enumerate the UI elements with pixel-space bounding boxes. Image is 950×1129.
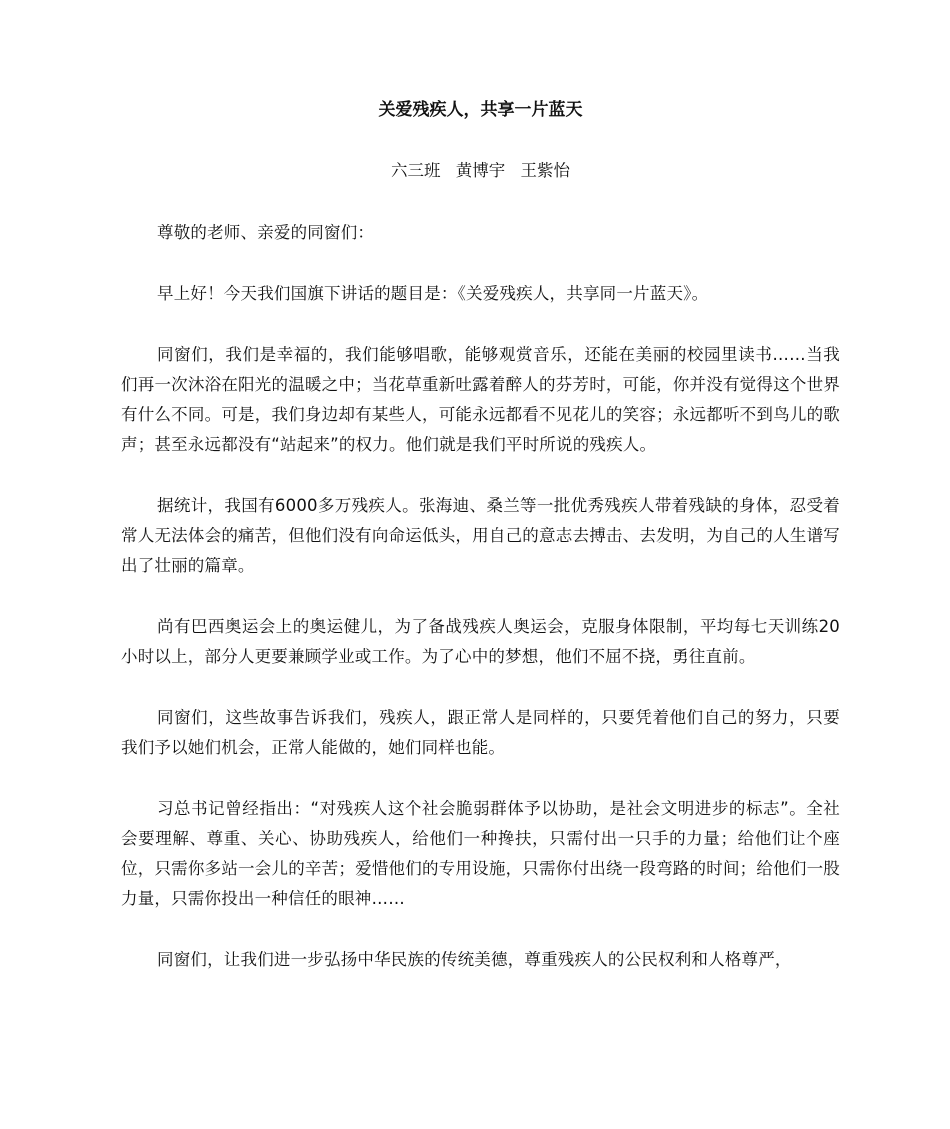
body-paragraph: 据统计，我国有6000多万残疾人。张海迪、桑兰等一批优秀残疾人带着残缺的身体，忍受着常人无法体会的痛苦，但他们没有向命运低头，用自己的意志去搏击、去发明，为自己的人生谱写出了壮丽的篇章。: [121, 496, 840, 575]
greeting-paragraph: 尊敬的老师、亲爱的同窗们：: [157, 223, 375, 242]
document-title: 关爱残疾人，共享一片蓝天: [378, 100, 583, 120]
author-name: 王紫怡: [520, 161, 570, 180]
body-paragraph: 同窗们，这些故事告诉我们，残疾人，跟正常人是同样的，只要凭着他们自己的努力，只要我们予以她们机会，正常人能做的，她们同样也能。: [121, 708, 840, 757]
body-paragraph: 尚有巴西奥运会上的奥运健儿，为了备战残疾人奥运会，克服身体限制，平均每七天训练20小时以上，部分人更要兼顾学业或工作。为了心中的梦想，他们不屈不挠，勇往直前。: [121, 617, 840, 666]
body-paragraph: 早上好！今天我们国旗下讲话的题目是：《关爱残疾人，共享同一片蓝天》。: [157, 284, 709, 303]
author-byline: [121, 157, 840, 185]
body-paragraph: 习总书记曾经指出：“对残疾人这个社会脆弱群体予以协助，是社会文明进步的标志”。全社会要理解、尊重、关心、协助残疾人，给他们一种搀扶，只需付出一只手的力量；给他们让个座位，只需你多站一会儿的辛苦；爱惜他们的专用设施，只需你付出绕一段弯路的时间；给他们一股力量，只需你投出一种信任的眼神……: [121, 799, 840, 908]
class-name: 六三班: [391, 161, 441, 180]
body-paragraph: 同窗们，我们是幸福的，我们能够唱歌，能够观赏音乐，还能在美丽的校园里读书……当我们再一次沐浴在阳光的温暖之中；当花草重新吐露着醉人的芬芳时，可能，你并没有觉得这个世界有什么不同。可是，我们身边却有某些人，可能永远都看不见花儿的笑容；永远都听不到鸟儿的歌声；甚至永远都没有“站起来”的权力。他们就是我们平时所说的残疾人。: [121, 345, 840, 454]
body-paragraph: 同窗们，让我们进一步弘扬中华民族的传统美德，尊重残疾人的公民权利和人格尊严，: [157, 950, 792, 969]
author-name: 黄博宇: [455, 161, 506, 180]
